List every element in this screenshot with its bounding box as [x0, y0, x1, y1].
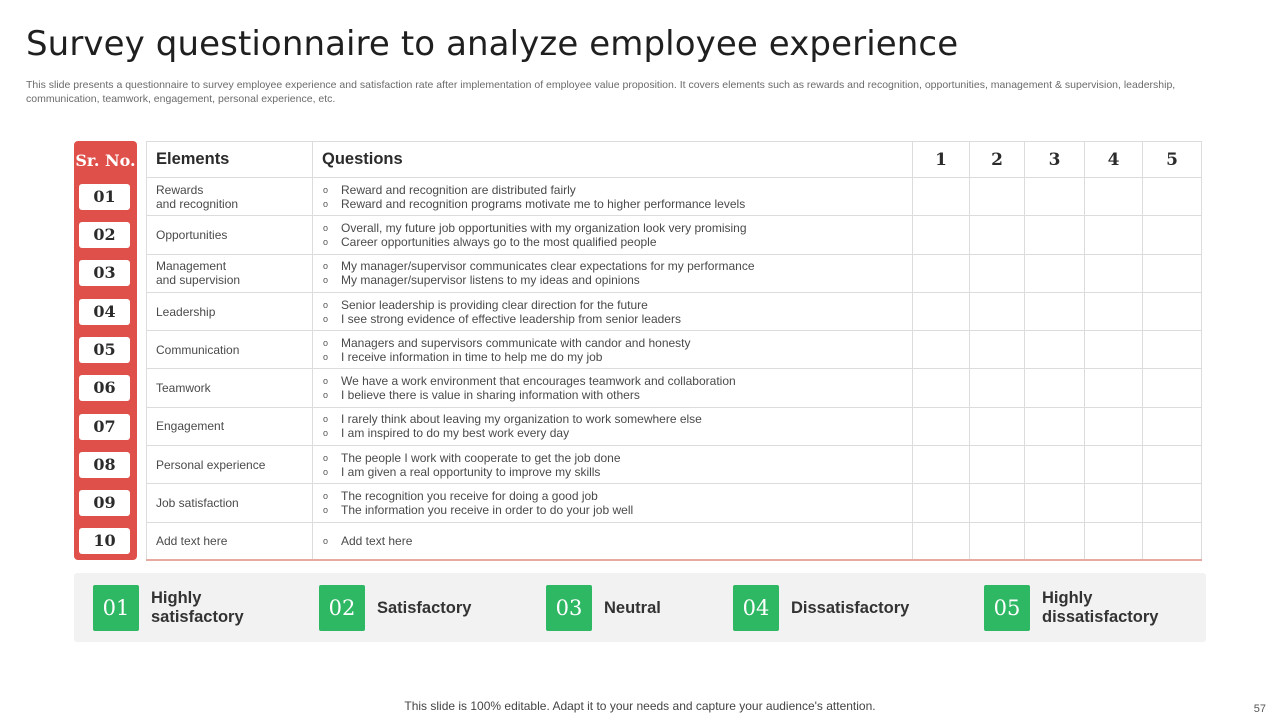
rating-3-cell[interactable]	[1025, 484, 1085, 522]
rating-4-cell[interactable]	[1085, 522, 1143, 560]
sr-number-badge: 08	[79, 452, 130, 478]
question-text: The people I work with cooperate to get the job done	[341, 450, 621, 465]
question-text: I believe there is value in sharing information with others	[341, 388, 640, 403]
question-item	[323, 336, 912, 350]
questions-cell	[313, 522, 913, 560]
questions-cell	[313, 446, 913, 484]
question-text: The recognition you receive for doing a good job	[341, 489, 598, 504]
rating-4-cell[interactable]	[1085, 446, 1143, 484]
bullet-icon: o	[323, 390, 329, 401]
bullet-icon: o	[323, 313, 329, 324]
rating-2-cell[interactable]	[970, 216, 1025, 254]
question-text: I see strong evidence of effective leadership from senior leaders	[341, 311, 681, 326]
question-text: Overall, my future job opportunities with my organization look very promising	[341, 220, 747, 235]
rating-1-cell[interactable]	[913, 178, 970, 216]
rating-3-cell[interactable]	[1025, 331, 1085, 369]
bullet-icon: o	[323, 414, 329, 425]
bullet-icon: o	[323, 236, 329, 247]
question-item	[323, 534, 912, 548]
legend-item	[984, 585, 1158, 631]
rating-2-cell[interactable]	[970, 407, 1025, 445]
question-item	[323, 273, 912, 287]
legend-item	[733, 585, 909, 631]
rating-5-cell[interactable]	[1143, 522, 1202, 560]
bullet-icon: o	[323, 466, 329, 477]
slide-subtitle: This slide presents a questionnaire to survey employee experience and satisfaction rate after implementation of employee value proposition. It covers elements such as rewards and recognition, opportunities, management & supervision, leadership, communication, teamwork, engagement, personal experience, etc.	[26, 79, 1176, 105]
sr-no-column	[74, 141, 137, 560]
rating-1-cell[interactable]	[913, 484, 970, 522]
rating-5-cell[interactable]	[1143, 446, 1202, 484]
rating-4-cell[interactable]	[1085, 292, 1143, 330]
element-cell: Management and supervision	[147, 254, 313, 292]
rating-5-header: 5	[1143, 142, 1202, 178]
question-item	[323, 388, 912, 402]
rating-4-cell[interactable]	[1085, 216, 1143, 254]
question-item	[323, 235, 912, 249]
rating-3-cell[interactable]	[1025, 407, 1085, 445]
rating-3-header: 3	[1025, 142, 1085, 178]
table-row	[147, 292, 1202, 330]
question-text: I am given a real opportunity to improve my skills	[341, 464, 601, 479]
legend-label: Neutral	[604, 598, 661, 617]
table-row	[147, 178, 1202, 216]
question-text: My manager/supervisor listens to my ideas and opinions	[341, 273, 640, 288]
bullet-icon: o	[323, 299, 329, 310]
rating-1-cell[interactable]	[913, 369, 970, 407]
rating-3-cell[interactable]	[1025, 178, 1085, 216]
question-text: Add text here	[341, 534, 413, 549]
rating-4-cell[interactable]	[1085, 331, 1143, 369]
question-text: I am inspired to do my best work every day	[341, 426, 570, 441]
bullet-icon: o	[323, 337, 329, 348]
rating-3-cell[interactable]	[1025, 254, 1085, 292]
rating-5-cell[interactable]	[1143, 369, 1202, 407]
rating-4-cell[interactable]	[1085, 178, 1143, 216]
question-item	[323, 350, 912, 364]
question-text: Career opportunities always go to the most qualified people	[341, 234, 657, 249]
question-item	[323, 503, 912, 517]
rating-3-cell[interactable]	[1025, 292, 1085, 330]
questions-cell	[313, 292, 913, 330]
sr-number-badge: 06	[79, 375, 130, 401]
page-number: 57	[1253, 703, 1266, 715]
rating-1-cell[interactable]	[913, 407, 970, 445]
legend-label: Dissatisfactory	[791, 598, 910, 617]
bullet-icon: o	[323, 452, 329, 463]
rating-legend	[74, 573, 1206, 642]
rating-5-cell[interactable]	[1143, 292, 1202, 330]
sr-number-badge: 05	[79, 337, 130, 363]
table-row	[147, 407, 1202, 445]
element-cell: Opportunities	[147, 216, 313, 254]
question-item	[323, 451, 912, 465]
rating-3-cell[interactable]	[1025, 369, 1085, 407]
questions-cell	[313, 331, 913, 369]
legend-label: Satisfactory	[377, 598, 472, 617]
sr-number-badge: 04	[79, 299, 130, 325]
bullet-icon: o	[323, 222, 329, 233]
questions-cell	[313, 407, 913, 445]
rating-2-cell[interactable]	[970, 178, 1025, 216]
bullet-icon: o	[323, 261, 329, 272]
rating-5-cell[interactable]	[1143, 331, 1202, 369]
table-row	[147, 331, 1202, 369]
rating-2-cell[interactable]	[970, 254, 1025, 292]
survey-table	[146, 141, 1202, 561]
slide-title: Survey questionnaire to analyze employee experience	[26, 24, 959, 64]
element-cell: Leadership	[147, 292, 313, 330]
legend-item	[93, 585, 244, 631]
rating-2-cell[interactable]	[970, 331, 1025, 369]
bullet-icon: o	[323, 428, 329, 439]
table-row	[147, 216, 1202, 254]
element-cell: Add text here	[147, 522, 313, 560]
rating-1-cell[interactable]	[913, 446, 970, 484]
questions-cell	[313, 369, 913, 407]
questions-header: Questions	[313, 142, 913, 178]
rating-4-cell[interactable]	[1085, 369, 1143, 407]
legend-number-badge: 02	[319, 585, 365, 631]
question-text: I receive information in time to help me do my job	[341, 349, 603, 364]
element-cell: Teamwork	[147, 369, 313, 407]
legend-number-badge: 04	[733, 585, 779, 631]
question-item	[323, 183, 912, 197]
question-item	[323, 312, 912, 326]
question-text: My manager/supervisor communicates clear expectations for my performance	[341, 259, 755, 274]
rating-1-cell[interactable]	[913, 254, 970, 292]
question-text: Reward and recognition are distributed fairly	[341, 182, 576, 197]
element-cell: Personal experience	[147, 446, 313, 484]
rating-5-cell[interactable]	[1143, 254, 1202, 292]
table-row	[147, 446, 1202, 484]
question-text: Managers and supervisors communicate with candor and honesty	[341, 335, 691, 350]
rating-4-cell[interactable]	[1085, 407, 1143, 445]
table-row	[147, 369, 1202, 407]
sr-number-badge: 02	[79, 222, 130, 248]
bullet-icon: o	[323, 198, 329, 209]
questions-cell	[313, 216, 913, 254]
question-item	[323, 221, 912, 235]
element-cell: Rewards and recognition	[147, 178, 313, 216]
rating-1-header: 1	[913, 142, 970, 178]
rating-2-cell[interactable]	[970, 369, 1025, 407]
bullet-icon: o	[323, 376, 329, 387]
table-row	[147, 484, 1202, 522]
question-text: The information you receive in order to do your job well	[341, 503, 634, 518]
sr-number-badge: 09	[79, 490, 130, 516]
legend-item	[546, 585, 661, 631]
question-item	[323, 412, 912, 426]
question-text: Reward and recognition programs motivate me to higher performance levels	[341, 196, 746, 211]
bullet-icon: o	[323, 184, 329, 195]
slide-footer: This slide is 100% editable. Adapt it to your needs and capture your audience's attention.	[404, 699, 876, 713]
rating-3-cell[interactable]	[1025, 216, 1085, 254]
rating-2-cell[interactable]	[970, 484, 1025, 522]
legend-label: Highly dissatisfactory	[1042, 589, 1159, 626]
rating-4-cell[interactable]	[1085, 484, 1143, 522]
rating-4-header: 4	[1085, 142, 1143, 178]
questions-cell	[313, 254, 913, 292]
rating-5-cell[interactable]	[1143, 484, 1202, 522]
element-cell: Communication	[147, 331, 313, 369]
table-row	[147, 522, 1202, 560]
question-text: We have a work environment that encourages teamwork and collaboration	[341, 374, 736, 389]
legend-number-badge: 01	[93, 585, 139, 631]
elements-header: Elements	[147, 142, 313, 178]
sr-number-badge: 01	[79, 184, 130, 210]
legend-number-badge: 05	[984, 585, 1030, 631]
question-item	[323, 298, 912, 312]
question-text: Senior leadership is providing clear direction for the future	[341, 297, 648, 312]
rating-5-cell[interactable]	[1143, 407, 1202, 445]
bullet-icon: o	[323, 491, 329, 502]
rating-3-cell[interactable]	[1025, 522, 1085, 560]
questions-cell	[313, 484, 913, 522]
rating-3-cell[interactable]	[1025, 446, 1085, 484]
question-item	[323, 197, 912, 211]
element-cell: Engagement	[147, 407, 313, 445]
table-header-row	[147, 142, 1202, 178]
rating-2-cell[interactable]	[970, 522, 1025, 560]
rating-2-cell[interactable]	[970, 292, 1025, 330]
rating-2-header: 2	[970, 142, 1025, 178]
bullet-icon: o	[323, 351, 329, 362]
rating-1-cell[interactable]	[913, 292, 970, 330]
legend-item	[319, 585, 471, 631]
rating-1-cell[interactable]	[913, 331, 970, 369]
sr-number-badge: 07	[79, 414, 130, 440]
bullet-icon: o	[323, 275, 329, 286]
sr-no-header: Sr. No.	[75, 151, 136, 170]
question-item	[323, 426, 912, 440]
rating-5-cell[interactable]	[1143, 178, 1202, 216]
legend-label: Highly satisfactory	[151, 589, 244, 626]
table-row	[147, 254, 1202, 292]
bullet-icon: o	[323, 505, 329, 516]
rating-1-cell[interactable]	[913, 216, 970, 254]
questions-cell	[313, 178, 913, 216]
question-item	[323, 374, 912, 388]
question-text: I rarely think about leaving my organization to work somewhere else	[341, 412, 702, 427]
question-item	[323, 259, 912, 273]
sr-number-badge: 03	[79, 260, 130, 286]
rating-1-cell[interactable]	[913, 522, 970, 560]
rating-4-cell[interactable]	[1085, 254, 1143, 292]
question-item	[323, 489, 912, 503]
rating-2-cell[interactable]	[970, 446, 1025, 484]
question-item	[323, 465, 912, 479]
legend-number-badge: 03	[546, 585, 592, 631]
sr-number-badge: 10	[79, 528, 130, 554]
bullet-icon: o	[323, 536, 329, 547]
element-cell: Job satisfaction	[147, 484, 313, 522]
rating-5-cell[interactable]	[1143, 216, 1202, 254]
